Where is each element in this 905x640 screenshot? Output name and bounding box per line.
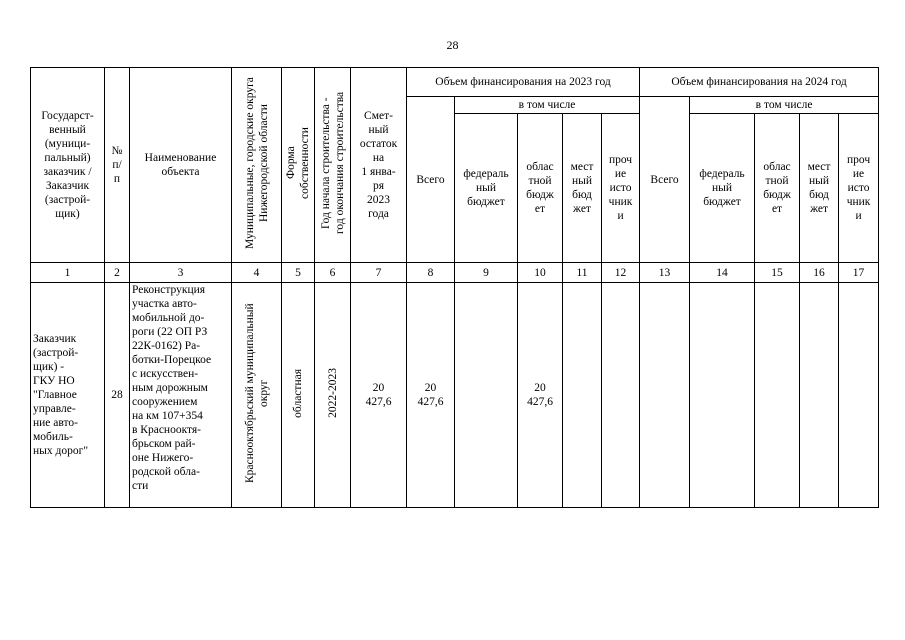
header-object-name: Наименование объекта <box>130 68 232 263</box>
column-number: 5 <box>282 263 315 283</box>
table-row <box>31 283 879 508</box>
cell-other-2023 <box>602 283 640 508</box>
cell-object-name: Реконструкция участка авто- мобильной до- роги (22 ОП РЗ 22К-0162) Ра- ботки-Порецкое с искусствен- ным дорожным сооружением на км 107+354 в Краснооктя- брьском рай- оне Нижего- родской обла- сти <box>130 283 232 508</box>
header-total-2023: Всего <box>407 97 455 263</box>
column-number: 8 <box>407 263 455 283</box>
header-estimate: Смет- ный остаток на 1 янва- ря 2023 года <box>351 68 407 263</box>
cell-customer: Заказчик (застрой- щик) - ГКУ НО "Главное управле- ние авто- мобиль- ных дорог" <box>31 283 105 508</box>
column-number: 9 <box>455 263 518 283</box>
column-number: 17 <box>839 263 879 283</box>
header-including-2024: в том числе <box>690 97 879 114</box>
cell-number: 28 <box>105 283 130 508</box>
cell-estimate: 20 427,6 <box>351 283 407 508</box>
cell-total-2023: 20 427,6 <box>407 283 455 508</box>
cell-federal-2023 <box>455 283 518 508</box>
column-number: 12 <box>602 263 640 283</box>
header-local-2023: мест ный бюд жет <box>563 114 602 263</box>
header-including-2023: в том числе <box>455 97 640 114</box>
cell-total-2024 <box>640 283 690 508</box>
header-other-2023: проч ие исто чник и <box>602 114 640 263</box>
column-number: 14 <box>690 263 755 283</box>
column-number: 6 <box>315 263 351 283</box>
column-number: 16 <box>800 263 839 283</box>
page-number: 28 <box>446 38 459 52</box>
header-federal-2023: федераль ный бюджет <box>455 114 518 263</box>
financing-table <box>30 67 879 508</box>
header-district-text: Муниципальные, городские округа Нижегородской области <box>243 77 270 249</box>
header-regional-2023: облас тной бюдж ет <box>518 114 563 263</box>
header-ownership <box>282 68 315 263</box>
header-regional-2024: облас тной бюдж ет <box>755 114 800 263</box>
column-number: 15 <box>755 263 800 283</box>
header-years-text: Год начала строительства - год окончания строительства <box>319 91 346 235</box>
header-district <box>232 68 282 263</box>
cell-federal-2024 <box>690 283 755 508</box>
cell-years <box>315 283 351 508</box>
header-federal-2024: федераль ный бюджет <box>690 114 755 263</box>
cell-ownership-text: областная <box>292 368 304 418</box>
cell-years-text: 2022-2023 <box>326 368 339 418</box>
cell-local-2023 <box>563 283 602 508</box>
cell-regional-2024 <box>755 283 800 508</box>
header-years <box>315 68 351 263</box>
cell-ownership <box>282 283 315 508</box>
cell-district-text: Краснооктябрьский муниципальный округ <box>243 303 270 483</box>
column-number: 2 <box>105 263 130 283</box>
header-total-2024: Всего <box>640 97 690 263</box>
header-local-2024: мест ный бюд жет <box>800 114 839 263</box>
header-group-2024: Объем финансирования на 2024 год <box>640 68 879 97</box>
header-other-2024: проч ие исто чник и <box>839 114 879 263</box>
cell-local-2024 <box>800 283 839 508</box>
column-number: 7 <box>351 263 407 283</box>
column-number: 10 <box>518 263 563 283</box>
header-ownership-text: Форма собственности <box>285 127 311 199</box>
column-number: 3 <box>130 263 232 283</box>
header-customer: Государст- венный (муници- пальный) заказчик / Заказчик (застрой- щик) <box>31 68 105 263</box>
column-number: 1 <box>31 263 105 283</box>
column-number: 13 <box>640 263 690 283</box>
cell-other-2024 <box>839 283 879 508</box>
column-number: 4 <box>232 263 282 283</box>
cell-district <box>232 283 282 508</box>
header-number: № п/ п <box>105 68 130 263</box>
cell-regional-2023: 20 427,6 <box>518 283 563 508</box>
column-number: 11 <box>563 263 602 283</box>
header-group-2023: Объем финансирования на 2023 год <box>407 68 640 97</box>
